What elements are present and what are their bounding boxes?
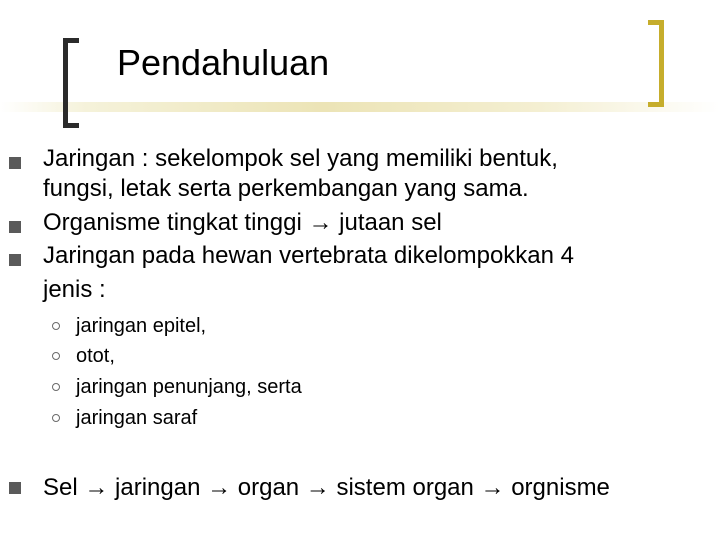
sub-bullet-circle-3 [52, 383, 60, 391]
slide-title: Pendahuluan [117, 42, 330, 83]
title-bracket-right [648, 20, 664, 107]
sub-bullet-1: jaringan epitel, [76, 315, 207, 337]
sub-bullet-4: jaringan saraf [76, 407, 198, 429]
bullet-square-3 [9, 254, 21, 266]
bullet-1-line-2: fungsi, letak serta perkembangan yang sama. [43, 175, 529, 202]
bullet-square-2 [9, 221, 21, 233]
bullet-square-4 [9, 482, 21, 494]
bullet-3-line-1: Jaringan pada hewan vertebrata dikelompokkan 4 [43, 242, 575, 269]
final-bullet: Sel → jaringan → organ → sistem organ → orgnisme [43, 474, 610, 501]
bullet-square-1 [9, 157, 21, 169]
sub-bullet-3: jaringan penunjang, serta [76, 376, 302, 398]
bullet-2-line-1: Organisme tingkat tinggi → jutaan sel [43, 209, 442, 236]
bullet-3-line-2: jenis : [43, 276, 106, 303]
sub-bullet-circle-4 [52, 414, 60, 422]
title-underline [0, 102, 720, 112]
sub-bullet-circle-2 [52, 352, 60, 360]
sub-bullet-2: otot, [76, 345, 115, 367]
bullet-1-line-1: Jaringan : sekelompok sel yang memiliki bentuk, [43, 145, 558, 172]
title-bracket-left [63, 38, 79, 128]
sub-bullet-circle-1 [52, 322, 60, 330]
